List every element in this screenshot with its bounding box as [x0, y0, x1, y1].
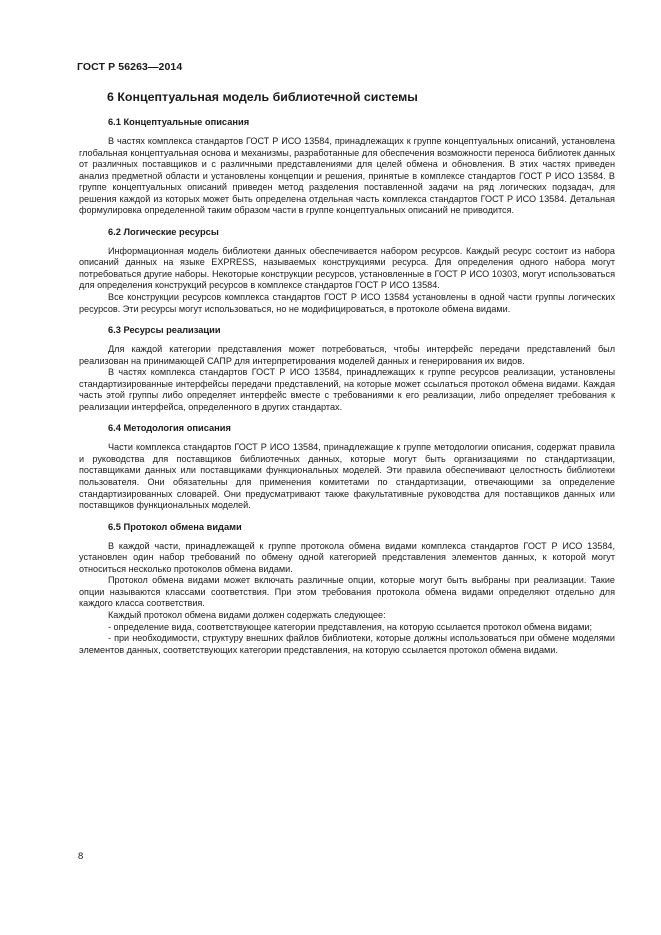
- list-item: - при необходимости, структуру внешних файлов библиотеки, которые должны использоваться при обмене моделями элементов данных, соответствующих категории представления, на которую ссылается протокол обмена видами.: [79, 633, 615, 655]
- section-6-3: [79, 324, 615, 413]
- paragraph: Для каждой категории представления может потребоваться, чтобы интерфейс передачи представлений был реализован на принимающей САПР для интерпретирования моделей данных и генерирования их видов.: [79, 344, 615, 366]
- chapter-title: 6 Концептуальная модель библиотечной системы: [107, 90, 418, 104]
- section-title: 6.3 Ресурсы реализации: [108, 325, 221, 336]
- section-title: 6.2 Логические ресурсы: [108, 226, 219, 237]
- section-6-5: [79, 521, 615, 656]
- section-title: 6.5 Протокол обмена видами: [108, 521, 242, 532]
- page-number: 8: [78, 851, 84, 862]
- page-content: [79, 90, 615, 665]
- paragraph: В каждой части, принадлежащей к группе протокола обмена видами комплекса стандартов ГОСТ Р ИСО 13584, установлен один набор требований по обмену одной категорией представления элементов данных, к которой могут относиться несколько протоколов обмена видами.: [79, 540, 615, 574]
- document-id: ГОСТ Р 56263—2014: [77, 61, 183, 73]
- paragraph: В частях комплекса стандартов ГОСТ Р ИСО 13584, принадлежащих к группе ресурсов реализации, установлены стандартизированные интерфейсы передачи представлений, на которые может ссылаться протокол обмена видами. Каждая часть этой группы либо определяет интерфейс вместе с требованиями к его реализации, либо определяет требования к реализации интерфейса, определенного в других стандартах.: [79, 367, 615, 412]
- section-6-4: [79, 422, 615, 511]
- paragraph: Каждый протокол обмена видами должен содержать следующее:: [108, 609, 386, 620]
- paragraph: В частях комплекса стандартов ГОСТ Р ИСО 13584, принадлежащих к группе концептуальных описаний, установлена глобальная концептуальная основа и механизмы, разработанные для обеспечения возможности переноса библиотек данных от различных поставщиков и с различными представлениями для целей обмена и обновления. В этих частях приведен анализ предметной области и установлены концепции и решения, принятые в комплексе стандартов ГОСТ Р ИСО 13584. В группе концептуальных описаний приведен метод разделения поставленной задачи на ряд логических подзадач, для решения каждой из которых может быть определена отдельная часть комплекса стандартов ГОСТ Р ИСО 13584. Детальная формулировка определенной таким образом части в группе концептуальных описаний не приводится.: [79, 136, 615, 216]
- section-6-2: [79, 226, 615, 315]
- paragraph: Части комплекса стандартов ГОСТ Р ИСО 13584, принадлежащие к группе методологии описания, содержат правила и руководства для поставщиков библиотечных данных, которые могут быть организациями по стандартизации, поставщиками данных или поставщиками функциональных моделей. Эти правила обеспечивают целостность библиотеки пользователя. Они обязательны для применения комитетами по стандартизации, отвечающими за определение стандартизированных словарей. Они предусматривают также факультативные руководства для поставщиков данных или поставщиков функциональных моделей.: [79, 442, 615, 511]
- paragraph: Все конструкции ресурсов комплекса стандартов ГОСТ Р ИСО 13584 установлены в одной части группы логических ресурсов. Эти ресурсы могут использоваться, но не модифицироваться, в протоколе обмена видами.: [79, 292, 615, 314]
- list-item: - определение вида, соответствующее категории представления, на которую ссылается протокол обмена видами;: [108, 621, 593, 632]
- section-title: 6.4 Методология описания: [108, 423, 231, 434]
- paragraph: Информационная модель библиотеки данных обеспечивается набором ресурсов. Каждый ресурс состоит из набора описаний данных на языке EXPRESS, называемых конструкциями ресурса. Для определения одного набора могут потребоваться другие наборы. Некоторые конструкции ресурсов, установленные в ГОСТ Р ИСО 10303, могут использоваться для определения конструкций ресурсов в комплексе стандартов ГОСТ Р ИСО 13584.: [79, 245, 615, 291]
- section-title: 6.1 Концептуальные описания: [108, 117, 250, 127]
- paragraph: Протокол обмена видами может включать различные опции, которые могут быть выбраны при реализации. Такие опции называются классами соответствия. При этом требования протокола обмена видами определяют отдельно для каждого класса соответствия.: [79, 575, 615, 609]
- section-6-1: [79, 116, 615, 217]
